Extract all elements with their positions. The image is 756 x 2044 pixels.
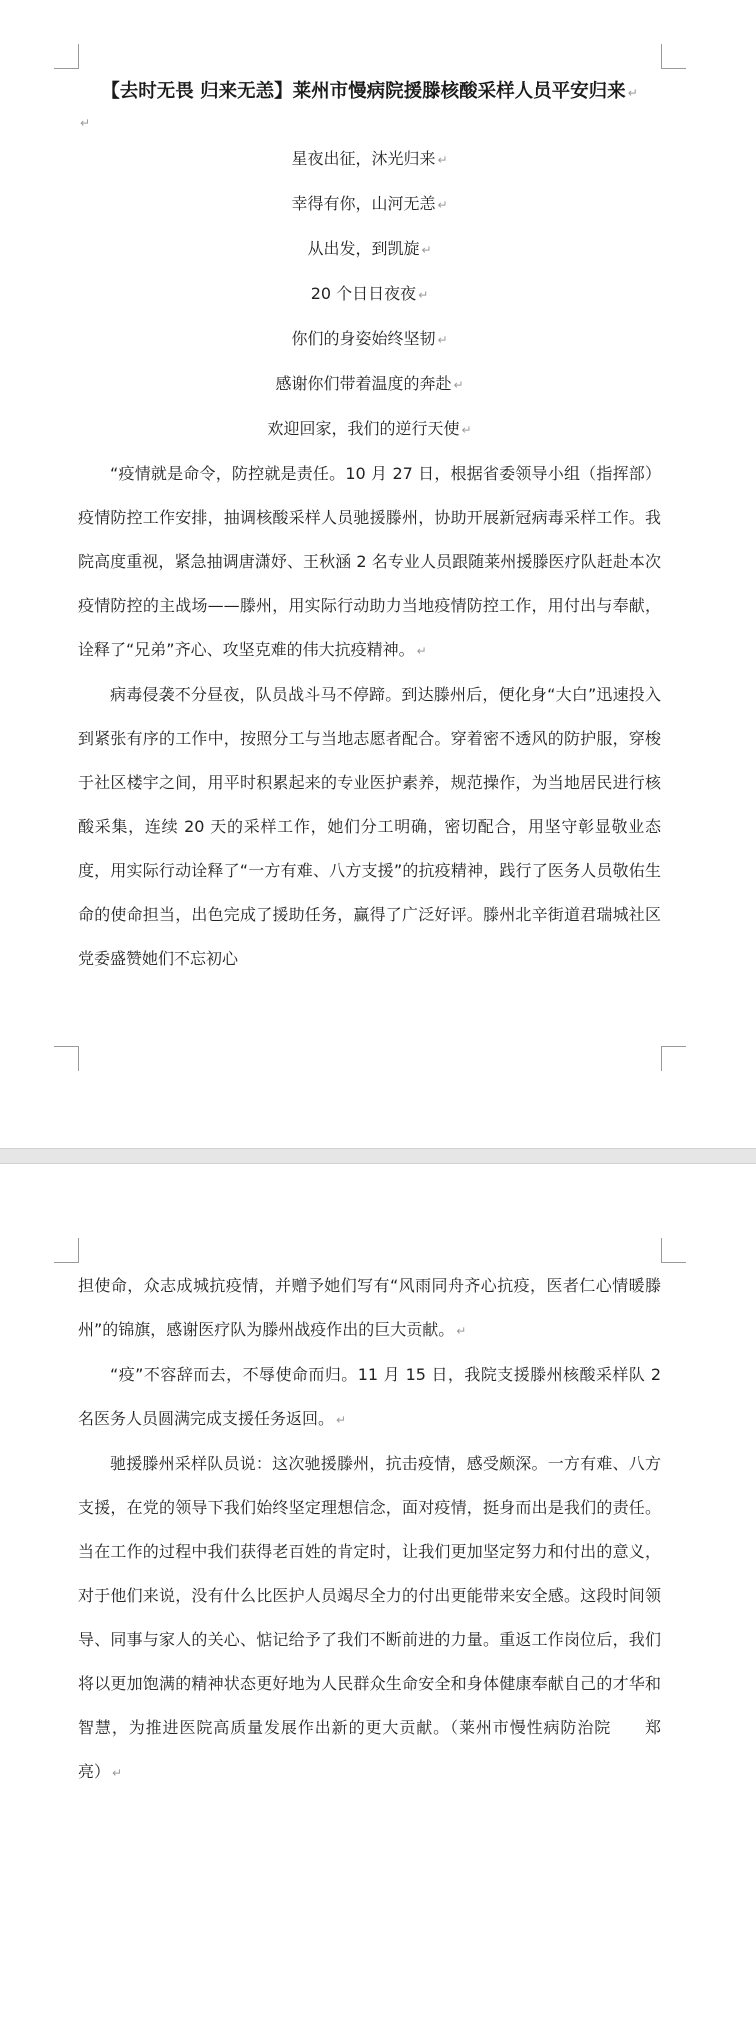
page-1-body[interactable] [78, 78, 661, 981]
crop-mark-top-left [54, 44, 79, 69]
verse-line: 感谢你们带着温度的奔赴 ↵ [275, 374, 464, 393]
paragraph-mark: ↵ [627, 86, 638, 100]
crop-mark-bottom-left [54, 1046, 79, 1071]
crop-mark-top-right [661, 1238, 686, 1263]
crop-mark-bottom-right [661, 1046, 686, 1071]
verse-line: 你们的身姿始终坚韧 ↵ [291, 329, 448, 348]
verse-line: 20 个日日夜夜 ↵ [310, 284, 429, 303]
page-gap [0, 1148, 756, 1164]
verse-line: 幸得有你，山河无恙 ↵ [291, 194, 448, 213]
verse-line: 星夜出征，沐光归来 ↵ [291, 149, 448, 168]
verse-line: 欢迎回家，我们的逆行天使 ↵ [267, 419, 472, 438]
paragraph-4: 驰援滕州采样队员说：这次驰援滕州，抗击疫情，感受颇深。一方有难、八方支援，在党的领导下我们始终坚定理想信念，面对疫情，挺身而出是我们的责任。当在工作的过程中我们获得老百姓的肯定时，让我们更加坚定努力和付出的意义，对于他们来说，没有什么比医护人员竭尽全力的付出更能带来安全感。这段时间领导、同事与家人的关心、惦记给予了我们不断前进的力量。重返工作岗位后，我们将以更加饱满的精神状态更好地为人民群众生命安全和身体健康奉献自己的才华和智慧，为推进医院高质量发展作出新的更大贡献。（莱州市慢性病防治院 郑 亮） ↵ [78, 1454, 678, 1781]
verse-line: 从出发，到凯旋 ↵ [307, 239, 432, 258]
document-page-2 [0, 1164, 756, 2044]
crop-mark-top-right [661, 44, 686, 69]
paragraph-2-part-1: 病毒侵袭不分昼夜，队员战斗马不停蹄。到达滕州后，便化身“大白”迅速投入到紧张有序的工作中，按照分工与当地志愿者配合。穿着密不透风的防护服，穿梭于社区楼宇之间，用平时积累起来的专业医护素养，规范操作，为当地居民进行核酸采集，连续 20 天的采样工作，她们分工明确，密切配合，用坚守彰显敬业态度，用实际行动诠释了“一方有难、八方支援”的抗疫精神，践行了医务人员敬佑生命的使命担当，出色完成了援助任务，赢得了广泛好评。滕州北辛街道君瑞城社区党委盛赞她们不忘初心 [78, 685, 661, 968]
title-text: 【去时无畏 归来无恙】莱州市慢病院援滕核酸采样人员平安归来 [101, 81, 626, 102]
page-2-body[interactable] [78, 1264, 678, 1795]
paragraph-1: “疫情就是命令，防控就是责任。10 月 27 日，根据省委领导小组（指挥部）疫情防控工作安排，抽调核酸采样人员驰援滕州，协助开展新冠病毒采样工作。我院高度重视，紧急抽调唐潇妤、王秋涵 2 名专业人员跟随莱州援滕医疗队赶赴本次疫情防控的主战场——滕州，用实际行动助力当地疫情防控工作，用付出与奉献，诠释了“兄弟”齐心、攻坚克难的伟大抗疫精神。 ↵ [78, 464, 661, 659]
crop-mark-top-left [54, 1238, 79, 1263]
paragraph-mark: ↵ [80, 116, 91, 130]
document-title [78, 78, 661, 107]
paragraph-3: “疫”不容辞而去，不辱使命而归。11 月 15 日，我院支援滕州核酸采样队 2 名医务人员圆满完成支援任务返回。 ↵ [78, 1365, 661, 1428]
paragraph-2-part-2: 担使命，众志成城抗疫情，并赠予她们写有“风雨同舟齐心抗疫，医者仁心情暖滕州”的锦旗，感谢医疗队为滕州战疫作出的巨大贡献。 ↵ [78, 1276, 661, 1339]
